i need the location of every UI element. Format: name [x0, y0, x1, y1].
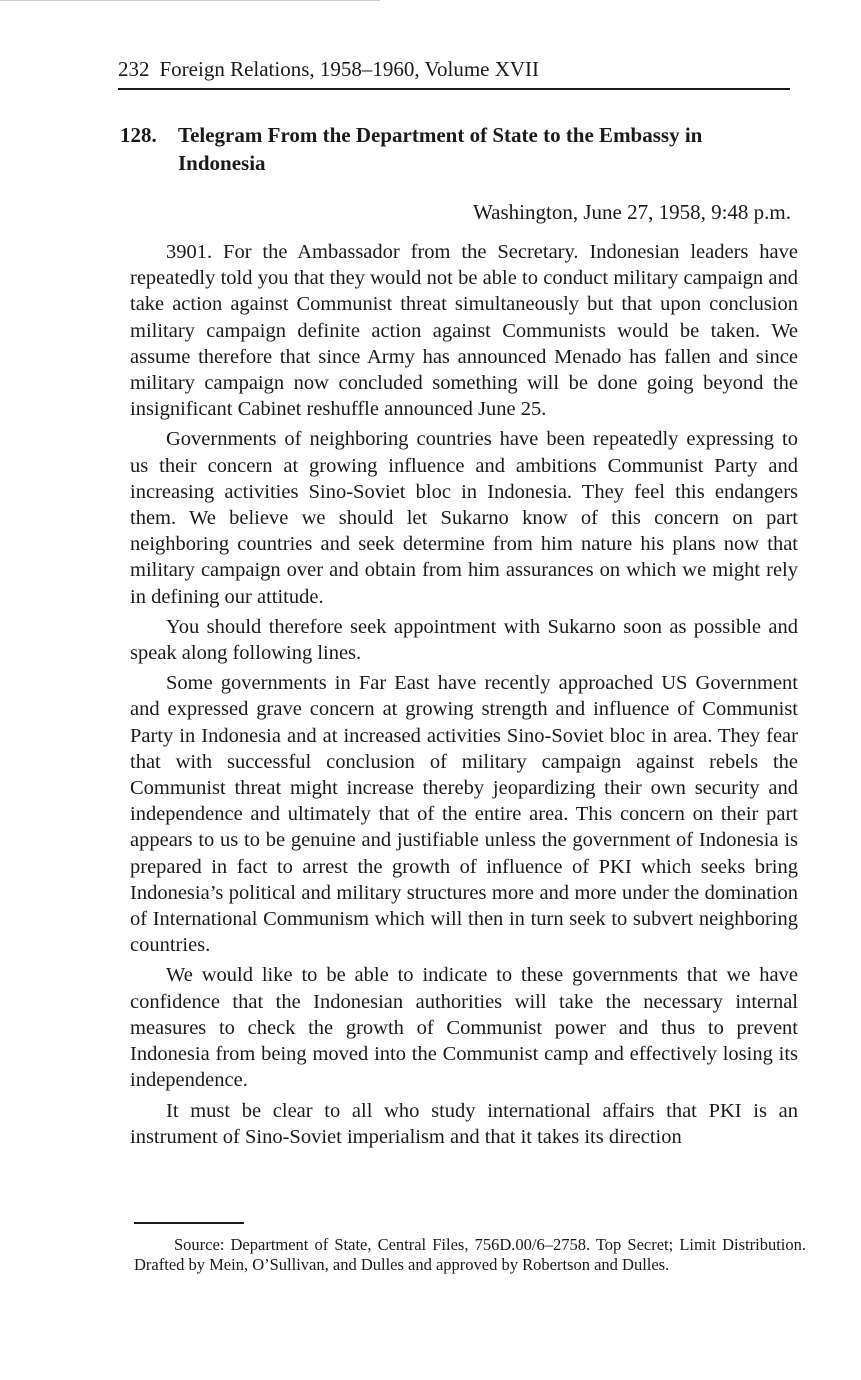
top-edge-line: [0, 0, 380, 1]
telegram-body: [130, 239, 798, 1154]
paragraph: 3901. For the Ambassador from the Secretary. Indonesian leaders have repeatedly told you that they would not be able to conduct military campaign and take action against Communist threat simultaneously but that upon conclusion military campaign definite action against Communists would be taken. We assume therefore that since Army has announced Menado has fallen and since military campaign now concluded something will be done going beyond the insignificant Cabinet reshuffle announced June 25.: [130, 241, 798, 421]
paragraph: You should therefore seek appointment with Sukarno soon as possible and speak along following lines.: [130, 615, 798, 665]
dateline: Washington, June 27, 1958, 9:48 p.m.: [473, 200, 791, 224]
footnote-text: Source: Department of State, Central Files, 756D.00/6–2758. Top Secret; Limit Distribution. Drafted by Mein, O’Sullivan, and Dulles and approved by Robertson and Dulles.: [134, 1235, 806, 1274]
document-number: 128.: [120, 123, 157, 147]
paragraph: It must be clear to all who study international affairs that PKI is an instrument of Sino-Soviet imperialism and that it takes its direction: [130, 1099, 798, 1148]
footnote-rule: [134, 1222, 244, 1224]
running-header: [118, 56, 790, 82]
running-title: Foreign Relations, 1958–1960, Volume XVII: [159, 57, 540, 81]
header-rule: [118, 88, 790, 90]
source-footnote: [134, 1235, 806, 1275]
paragraph: Some governments in Far East have recently approached US Government and expressed grave concern at growing strength and influence of Communist Party in Indonesia and at increased activities Sino-Soviet bloc in area. They fear that with successful conclusion of military campaign against rebels the Communist threat might increase thereby jeopardizing their own security and independence and ultimately that of the entire area. This concern on their part appears to us to be genuine and justifiable unless the government of Indonesia is prepared in fact to arrest the growth of influence of PKI which seeks bring Indonesia’s political and military structures more and more under the domination of International Communism which will then in turn seek to subvert neighboring countries.: [130, 672, 798, 957]
paragraph: Governments of neighboring countries have been repeatedly expressing to us their concern at growing influence and ambitions Communist Party and increasing activities Sino-Soviet bloc in Indonesia. They feel this endangers them. We believe we should let Sukarno know of this concern on part neighboring countries and seek determine from him nature his plans now that military campaign over and obtain from him assurances on which we might rely in defining our attitude.: [130, 428, 798, 608]
page-number: 232: [118, 57, 150, 81]
document-title: Telegram From the Department of State to the Embassy in Indonesia: [178, 123, 703, 175]
paragraph: We would like to be able to indicate to these governments that we have confidence that the Indonesian authorities will take the necessary internal measures to check the growth of Communist power and thus to prevent Indonesia from being moved into the Communist camp and effectively losing its independence.: [130, 964, 798, 1092]
